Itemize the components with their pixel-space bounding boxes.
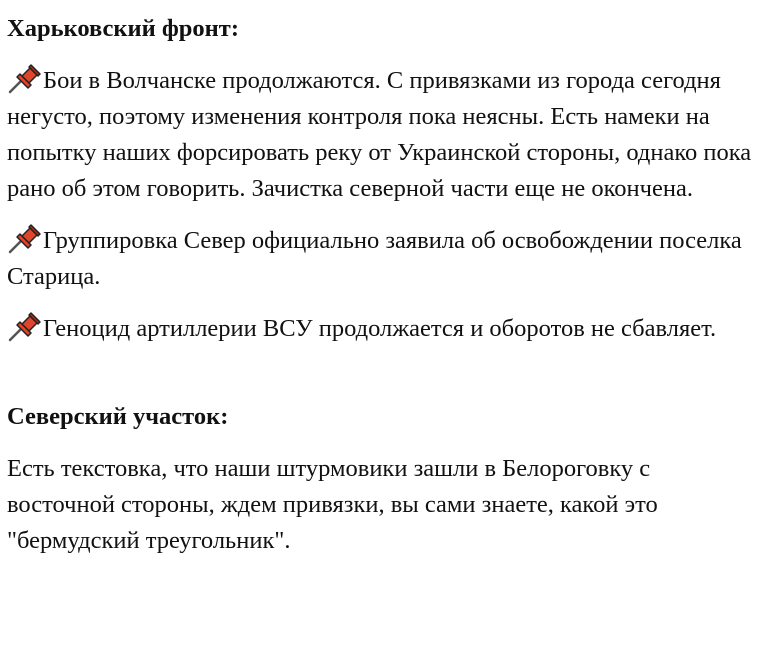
pushpin-icon bbox=[7, 224, 41, 254]
section-heading-kharkov: Харьковский фронт: bbox=[7, 15, 239, 42]
paragraph-text: Есть текстовка, что наши штурмовики зашли в Белороговку с восточной стороны, ждем привязки, вы сами знаете, какой это "бермудский треугольник". bbox=[7, 455, 658, 554]
paragraph-seversk[interactable] bbox=[7, 451, 752, 559]
list-item bbox=[7, 63, 752, 207]
list-item-text: Геноцид артиллерии ВСУ продолжается и оборотов не сбавляет. bbox=[43, 315, 717, 342]
section-heading-seversk: Северский участок: bbox=[7, 403, 229, 430]
pushpin-icon bbox=[7, 312, 41, 342]
list-item bbox=[7, 311, 752, 347]
document-body bbox=[7, 11, 752, 559]
pushpin-icon bbox=[7, 64, 41, 94]
list-item-text: Бои в Волчанске продолжаются. С привязками из города сегодня негусто, поэтому изменения контроля пока неясны. Есть намеки на попытку наших форсировать реку от Украинской стороны, однако пока рано об этом говорить. Зачистка северной части еще не окончена. bbox=[7, 67, 752, 202]
list-item-text: Группировка Север официально заявила об освобождении поселка Старица. bbox=[7, 227, 742, 290]
list-item bbox=[7, 223, 752, 295]
